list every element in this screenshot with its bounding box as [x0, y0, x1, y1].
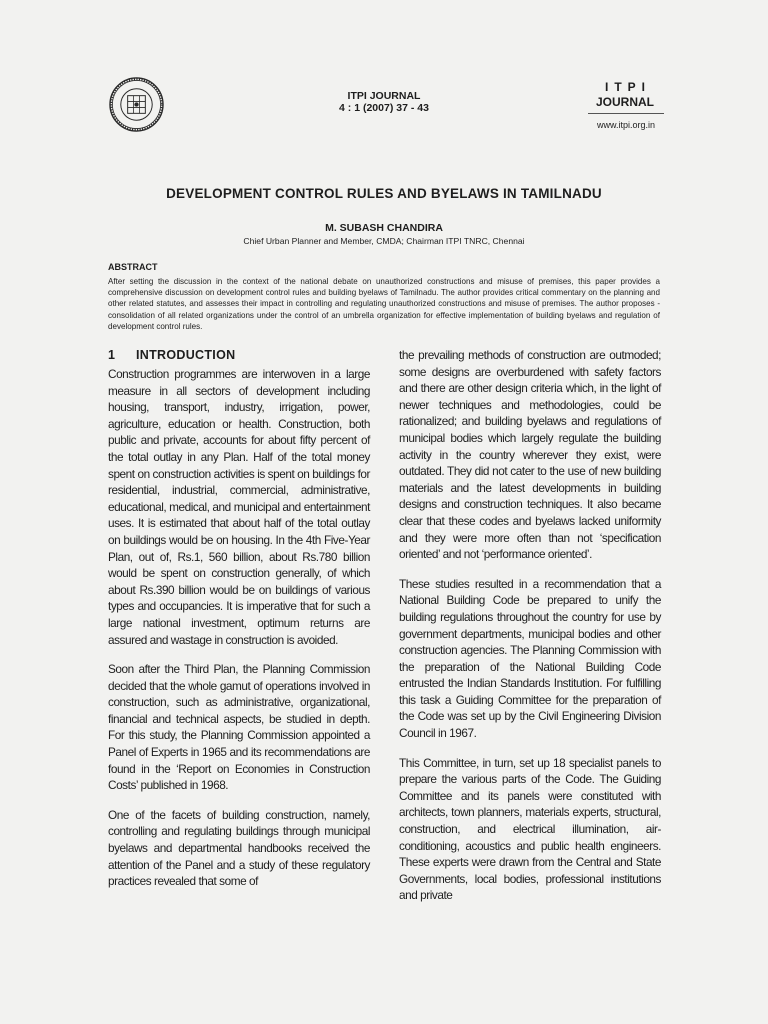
section-title: INTRODUCTION — [136, 348, 236, 362]
masthead-divider — [588, 113, 664, 114]
author-name: M. SUBASH CHANDIRA — [325, 222, 443, 234]
abstract-heading: ABSTRACT — [108, 262, 158, 272]
right-column — [399, 347, 661, 917]
journal-volume: 4 : 1 (2007) 37 - 43 — [339, 102, 429, 114]
paragraph: Soon after the Third Plan, the Planning Commission decided that the whole gamut of operations involved in construction, such as administrative, organizational, financial and technical aspects, be studied in depth. For this study, the Planning Commission appointed a Panel of Experts in 1965 and its recommendations are found in the ‘Report on Economies in Construction Costs’ published in 1968. — [108, 662, 370, 793]
masthead-journal: JOURNAL — [595, 95, 654, 109]
paragraph: This Committee, in turn, set up 18 specialist panels to prepare the various parts of the Code. The Guiding Committee and its panels were constituted with architects, town planners, materials experts, structural, construction, and electrical illumination, air-conditioning, acoustics and public health engineers. These experts were drawn from the Central and State Governments, local bodies, professional institutions and private — [399, 755, 661, 903]
paper-title: DEVELOPMENT CONTROL RULES AND BYELAWS IN TAMILNADU — [166, 186, 602, 201]
website-link[interactable]: www.itpi.org.in — [596, 120, 656, 130]
journal-masthead — [591, 80, 659, 110]
paragraph: the prevailing methods of construction are outmoded; some designs are overburdened with safety factors and there are other design criteria which, in the light of newer techniques and methodologies, could be rationalized; and building byelaws and regulations of municipal bodies which largely regulate the building activity in the country wherever they exist, were outdated. They did not cater to the use of new building materials and the latest developments in building designs and construction techniques. It also became clear that these codes and byelaws lacked uniformity and they were more often than not ‘specification oriented’ and not ‘performance oriented’. — [399, 348, 661, 562]
masthead-itpi: ITPI — [604, 80, 651, 94]
paragraph: These studies resulted in a recommendation that a National Building Code be prepared to unify the building regulations throughout the country for use by government departments, municipal bodies and other construction agencies. The Planning Commission with the preparation of the National Building Code entrusted the Indian Standards Institution. For fulfilling this task a Guiding Committee for the preparation of the Code was set up by the Civil Engineering Division Council in 1967. — [399, 576, 661, 741]
abstract-text: After setting the discussion in the context of the national debate on unauthorized constructions and misuse of premises, this paper provides a comprehensive discussion on development control rules and building byelaws of Tamilnadu. The author provides critical commentary on the planning and other related statutes, and assesses their impact in controlling and regulating unauthorized constructions and misuse of premises. The author proposes - consolidation of all related organizations under the control of an umbrella organization for effective implementation of building byelaws and regulation of development control rules. — [108, 277, 660, 331]
paragraph: One of the facets of building construction, namely, controlling and regulating buildings through municipal byelaws and departmental handbooks received the attention of the Panel and a study of these regulatory practices revealed that some of — [108, 807, 370, 889]
section-number: 1 — [108, 348, 116, 362]
journal-name: ITPI JOURNAL — [347, 90, 421, 102]
paragraph: Construction programmes are interwoven in a large measure in all sectors of development including housing, transport, industry, irrigation, power, agriculture, education or health. Construction, both public and private, accounts for about fifty percent of the total outlay in any Plan. Half of the total money spent on construction activities is spent on buildings for residential, industrial, commercial, administrative, educational, medical, and municipal and entertainment uses. It is estimated that about half of the total outlay on buildings would be on housing. In the 4th Five-Year Plan, out of, Rs.1, 560 billion, about Rs.780 billion would be spent on construction generally, of which about Rs.390 billion would be on buildings of various types and occupancies. It is imperative that for such a large national investment, optimum returns are assured and wastage in construction is avoided. — [108, 367, 370, 647]
section-heading — [108, 347, 370, 363]
left-column — [108, 347, 370, 903]
journal-citation — [300, 90, 468, 114]
author-affiliation: Chief Urban Planner and Member, CMDA; Chairman ITPI TNRC, Chennai — [243, 236, 525, 246]
institute-seal-icon — [109, 77, 164, 132]
